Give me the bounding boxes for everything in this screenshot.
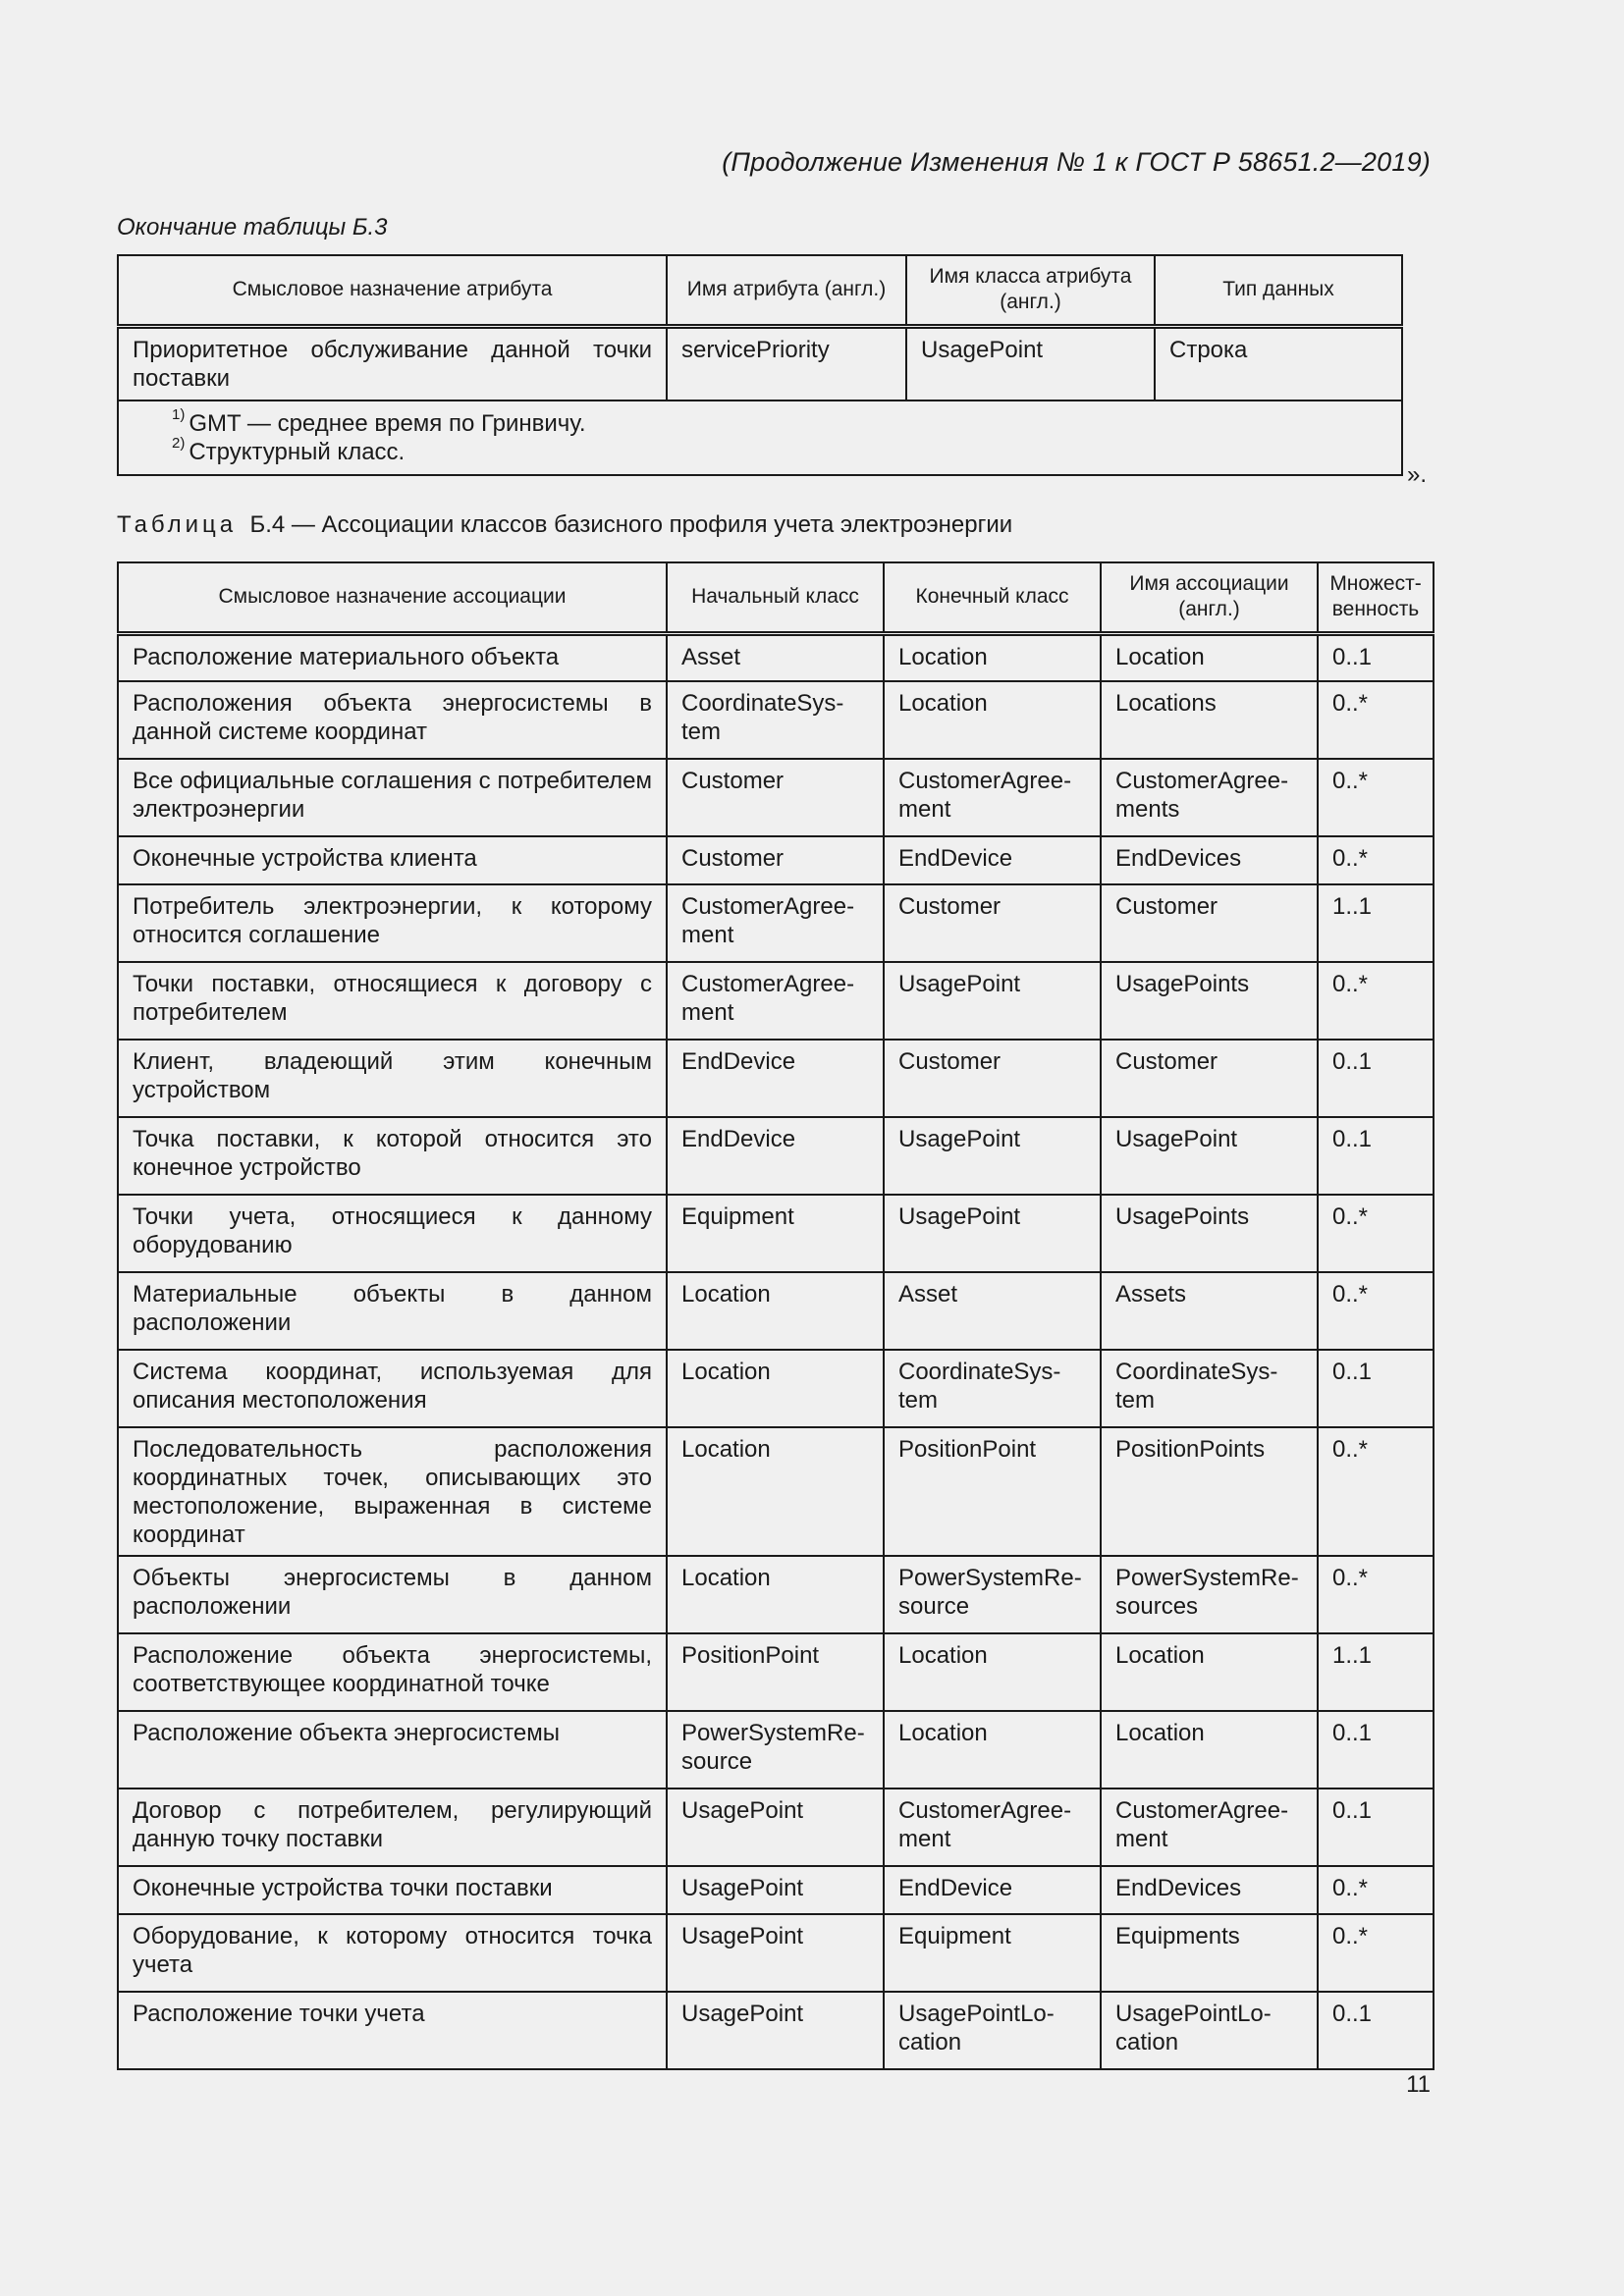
footnote-text: Структурный класс.: [189, 439, 406, 465]
table-cell: 0..1: [1318, 1117, 1434, 1195]
table-cell: UsagePoints: [1101, 1195, 1318, 1272]
table-cell: 0..1: [1318, 1711, 1434, 1789]
table-cell: Location: [667, 1556, 884, 1633]
table-cell: Расположения объекта энергосистемы в данной системе координат: [118, 681, 667, 759]
table-cell: UsagePoint: [1101, 1117, 1318, 1195]
table-cell: Расположение материального объекта: [118, 633, 667, 681]
table-cell: UsagePoint: [667, 1992, 884, 2069]
table-cell: UsagePoint: [884, 1195, 1101, 1272]
table-cell: PositionPoints: [1101, 1427, 1318, 1556]
table-cell: Location: [884, 1711, 1101, 1789]
footnote: [172, 406, 1387, 438]
table-cell: CustomerAgree-ments: [1101, 759, 1318, 836]
table-cell: Location: [884, 1633, 1101, 1711]
table-row: [118, 1556, 1434, 1633]
table-cell: Location: [667, 1427, 884, 1556]
table-row: [118, 326, 1402, 400]
table-cell: Потребитель электроэнергии, к которому относится соглашение: [118, 884, 667, 962]
table-cell: 0..*: [1318, 1427, 1434, 1556]
table-cell: Строка: [1155, 326, 1402, 400]
table-b4-header-cell: Конечный класс: [884, 562, 1101, 633]
table-row: [118, 836, 1434, 884]
table-cell: CustomerAgree-ment: [884, 759, 1101, 836]
table-cell: 0..*: [1318, 1195, 1434, 1272]
table-cell: 0..1: [1318, 633, 1434, 681]
table-cell: Расположение точки учета: [118, 1992, 667, 2069]
table-row: [118, 1711, 1434, 1789]
table-cell: 0..1: [1318, 1992, 1434, 2069]
table-cell: Customer: [667, 836, 884, 884]
table-cell: Location: [884, 633, 1101, 681]
table-cell: Точка поставки, к которой относится это конечное устройство: [118, 1117, 667, 1195]
table-row: [118, 962, 1434, 1040]
table-cell: UsagePoint: [884, 1117, 1101, 1195]
table-cell: PowerSystemRe-source: [884, 1556, 1101, 1633]
footnote-mark: 1): [172, 406, 186, 423]
table-cell: Оконечные устройства клиента: [118, 836, 667, 884]
table-cell: PositionPoint: [667, 1633, 884, 1711]
table-cell: CoordinateSys-tem: [667, 681, 884, 759]
table-b4-caption: [117, 511, 1012, 539]
table-b3: [117, 254, 1403, 476]
table-cell: 0..*: [1318, 1866, 1434, 1914]
table-cell: 0..*: [1318, 1914, 1434, 1992]
page-number: 11: [1406, 2071, 1431, 2098]
table-cell: EndDevice: [884, 1866, 1101, 1914]
table-row: [118, 633, 1434, 681]
table-cell: Location: [1101, 1711, 1318, 1789]
table-b3-header-cell: Тип данных: [1155, 255, 1402, 326]
table-cell: UsagePoint: [667, 1866, 884, 1914]
table-cell: Location: [884, 681, 1101, 759]
table-cell: CustomerAgree-ment: [884, 1789, 1101, 1866]
footnote-mark: 2): [172, 435, 186, 452]
table-cell: Equipment: [884, 1914, 1101, 1992]
table-notes-row: [118, 400, 1402, 475]
running-title: (Продолжение Изменения № 1 к ГОСТ Р 58651.2—2019): [722, 147, 1431, 177]
table-cell: CoordinateSys-tem: [1101, 1350, 1318, 1427]
table-cell: Объекты энергосистемы в данном расположении: [118, 1556, 667, 1633]
table-cell: Assets: [1101, 1272, 1318, 1350]
table-cell: Договор с потребителем, регулирующий данную точку поставки: [118, 1789, 667, 1866]
table-cell: UsagePointLo-cation: [1101, 1992, 1318, 2069]
table-cell: UsagePoint: [667, 1914, 884, 1992]
table-cell: Location: [667, 1350, 884, 1427]
table-b4-header-cell: Начальный класс: [667, 562, 884, 633]
table-cell: EndDevices: [1101, 1866, 1318, 1914]
table-cell: CustomerAgree-ment: [667, 884, 884, 962]
table-cell: Оконечные устройства точки поставки: [118, 1866, 667, 1914]
table-cell: 0..*: [1318, 836, 1434, 884]
table-cell: PowerSystemRe-sources: [1101, 1556, 1318, 1633]
table-row: [118, 1866, 1434, 1914]
table-cell: EndDevice: [884, 836, 1101, 884]
table-cell: UsagePoint: [667, 1789, 884, 1866]
table-cell: Customer: [667, 759, 884, 836]
table-cell: 0..1: [1318, 1789, 1434, 1866]
table-row: [118, 759, 1434, 836]
table-b3-caption: Окончание таблицы Б.3: [117, 214, 388, 240]
table-row: [118, 1992, 1434, 2069]
table-cell: servicePriority: [667, 326, 906, 400]
table-b4-header-cell: Множест-венность: [1318, 562, 1434, 633]
table-cell: Customer: [884, 884, 1101, 962]
footnote-text: GMT — среднее время по Гринвичу.: [189, 410, 586, 437]
closing-quote: ».: [1407, 461, 1428, 488]
table-b4-header-cell: Имя ассоциации (англ.): [1101, 562, 1318, 633]
table-cell: UsagePoints: [1101, 962, 1318, 1040]
table-cell: Последовательность расположения координатных точек, описывающих это местоположение, выраженная в системе координат: [118, 1427, 667, 1556]
table-cell: UsagePointLo-cation: [884, 1992, 1101, 2069]
table-cell: Equipment: [667, 1195, 884, 1272]
table-cell: CustomerAgree-ment: [667, 962, 884, 1040]
table-cell: EndDevices: [1101, 836, 1318, 884]
table-cell: Система координат, используемая для описания местоположения: [118, 1350, 667, 1427]
table-cell: UsagePoint: [884, 962, 1101, 1040]
footnote: [172, 435, 1387, 466]
table-cell: 1..1: [1318, 884, 1434, 962]
table-cell: 0..*: [1318, 681, 1434, 759]
table-cell: Asset: [884, 1272, 1101, 1350]
table-cell: EndDevice: [667, 1117, 884, 1195]
table-b3-header-cell: Имя класса атрибута (англ.): [906, 255, 1155, 326]
table-cell: EndDevice: [667, 1040, 884, 1117]
table-cell: Клиент, владеющий этим конечным устройством: [118, 1040, 667, 1117]
table-cell: Точки поставки, относящиеся к договору с потребителем: [118, 962, 667, 1040]
table-row: [118, 1195, 1434, 1272]
table-cell: Customer: [884, 1040, 1101, 1117]
table-row: [118, 1914, 1434, 1992]
table-cell: Locations: [1101, 681, 1318, 759]
table-b4-header-cell: Смысловое назначение ассоциации: [118, 562, 667, 633]
table-b4-caption-label: Таблица: [117, 511, 238, 538]
table-b4: [117, 561, 1435, 2070]
table-cell: Расположение объекта энергосистемы, соответствующее координатной точке: [118, 1633, 667, 1711]
table-row: [118, 1040, 1434, 1117]
table-row: [118, 884, 1434, 962]
table-cell: 0..1: [1318, 1350, 1434, 1427]
table-cell: Equipments: [1101, 1914, 1318, 1992]
table-cell: 0..*: [1318, 759, 1434, 836]
table-cell: 1..1: [1318, 1633, 1434, 1711]
table-cell: 0..*: [1318, 962, 1434, 1040]
table-cell: 0..1: [1318, 1040, 1434, 1117]
table-cell: Asset: [667, 633, 884, 681]
table-row: [118, 1427, 1434, 1556]
table-row: [118, 1350, 1434, 1427]
table-cell: PositionPoint: [884, 1427, 1101, 1556]
table-b3-header-cell: Имя атрибута (англ.): [667, 255, 906, 326]
table-row: [118, 1117, 1434, 1195]
table-b4-caption-text: Б.4 — Ассоциации классов базисного профиля учета электроэнергии: [249, 511, 1013, 538]
table-cell: Расположение объекта энергосистемы: [118, 1711, 667, 1789]
table-cell: UsagePoint: [906, 326, 1155, 400]
table-notes: [118, 400, 1402, 475]
table-row: [118, 681, 1434, 759]
table-cell: CustomerAgree-ment: [1101, 1789, 1318, 1866]
table-cell: Customer: [1101, 1040, 1318, 1117]
table-cell: Оборудование, к которому относится точка учета: [118, 1914, 667, 1992]
table-cell: Location: [667, 1272, 884, 1350]
table-cell: 0..*: [1318, 1556, 1434, 1633]
table-cell: 0..*: [1318, 1272, 1434, 1350]
table-cell: PowerSystemRe-source: [667, 1711, 884, 1789]
table-cell: Location: [1101, 633, 1318, 681]
table-row: [118, 1789, 1434, 1866]
table-row: [118, 1633, 1434, 1711]
table-cell: Приоритетное обслуживание данной точки поставки: [118, 326, 667, 400]
table-cell: Точки учета, относящиеся к данному оборудованию: [118, 1195, 667, 1272]
table-cell: Все официальные соглашения с потребителем электроэнергии: [118, 759, 667, 836]
table-cell: Материальные объекты в данном расположении: [118, 1272, 667, 1350]
table-cell: Location: [1101, 1633, 1318, 1711]
table-b3-header-cell: Смысловое назначение атрибута: [118, 255, 667, 326]
table-row: [118, 1272, 1434, 1350]
table-cell: CoordinateSys-tem: [884, 1350, 1101, 1427]
table-cell: Customer: [1101, 884, 1318, 962]
